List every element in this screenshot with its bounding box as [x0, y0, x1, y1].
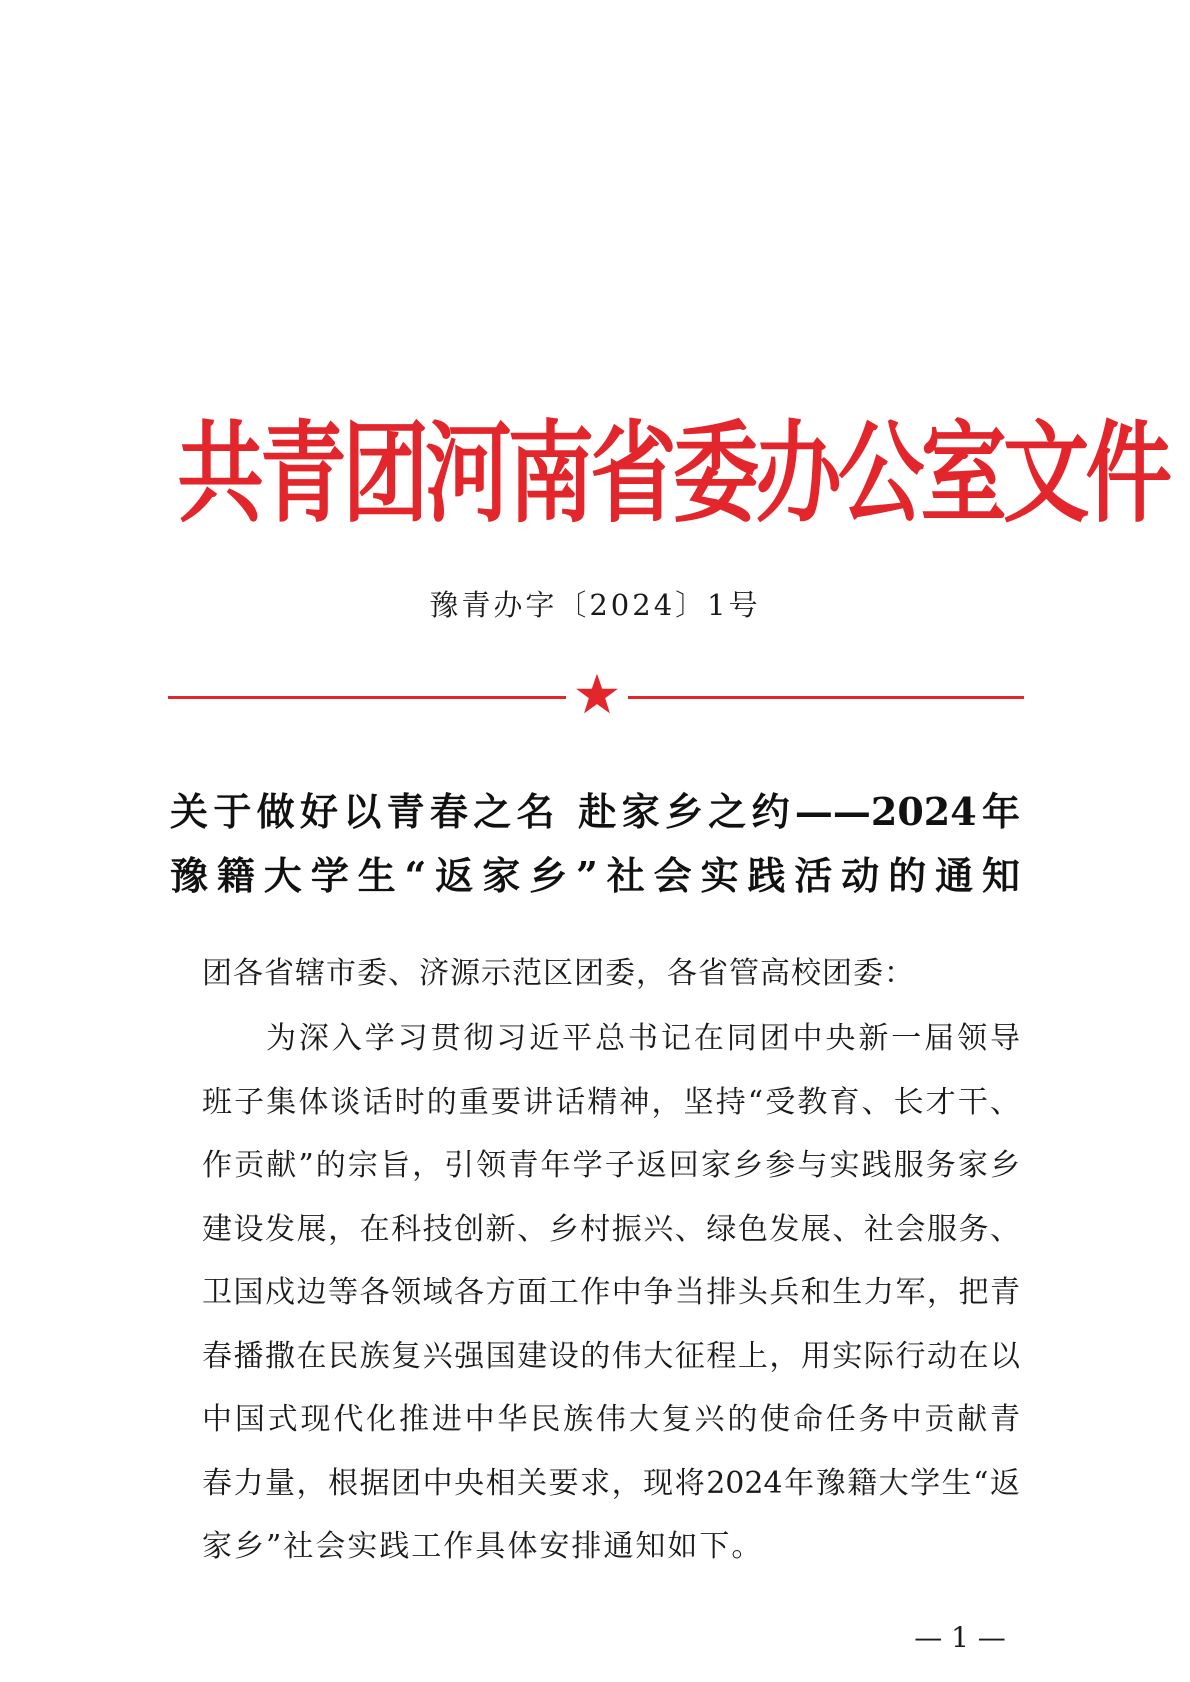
title-line-2: 豫籍大学生“返家乡”社会实践活动的通知 — [170, 853, 1020, 898]
salutation: 团各省辖市委、济源示范区团委，各省管高校团委： — [202, 956, 915, 991]
body-line: 班子集体谈话时的重要讲话精神，坚持“受教育、长才干、 — [202, 1084, 1020, 1120]
body-line: 卫国戍边等各领域各方面工作中争当排头兵和生力军，把青 — [202, 1275, 1020, 1310]
body-line: 家乡”社会实践工作具体安排通知如下。 — [202, 1529, 764, 1564]
body-line: 为深入学习贯彻习近平总书记在同团中央新一届领导 — [266, 1021, 1020, 1056]
body-line: 春力量，根据团中央相关要求，现将2024年豫籍大学生“返 — [202, 1465, 1020, 1501]
title-line-1: 关于做好以青春之名 赴家乡之约——2024年 — [170, 789, 1020, 834]
red-star-icon — [575, 672, 619, 716]
body-line: 建设发展，在科技创新、乡村振兴、绿色发展、社会服务、 — [202, 1211, 1020, 1247]
issuer-red-header: 共青团河南省委办公室文件 — [177, 410, 1169, 539]
body-paragraph — [202, 1007, 1020, 1579]
red-separator — [168, 678, 1024, 718]
body-line: 春播撒在民族复兴强国建设的伟大征程上，用实际行动在以 — [202, 1338, 1020, 1374]
document-title — [170, 780, 1020, 908]
page-number: — 1 — — [914, 1621, 1006, 1654]
body-line: 中国式现代化推进中华民族伟大复兴的使命任务中贡献青 — [202, 1402, 1020, 1437]
body-line: 作贡献”的宗旨，引领青年学子返回家乡参与实践服务家乡 — [202, 1148, 1020, 1183]
separator-right-line — [628, 696, 1024, 699]
document-number: 豫青办字〔2024〕1号 — [429, 588, 761, 622]
separator-left-line — [168, 696, 566, 699]
